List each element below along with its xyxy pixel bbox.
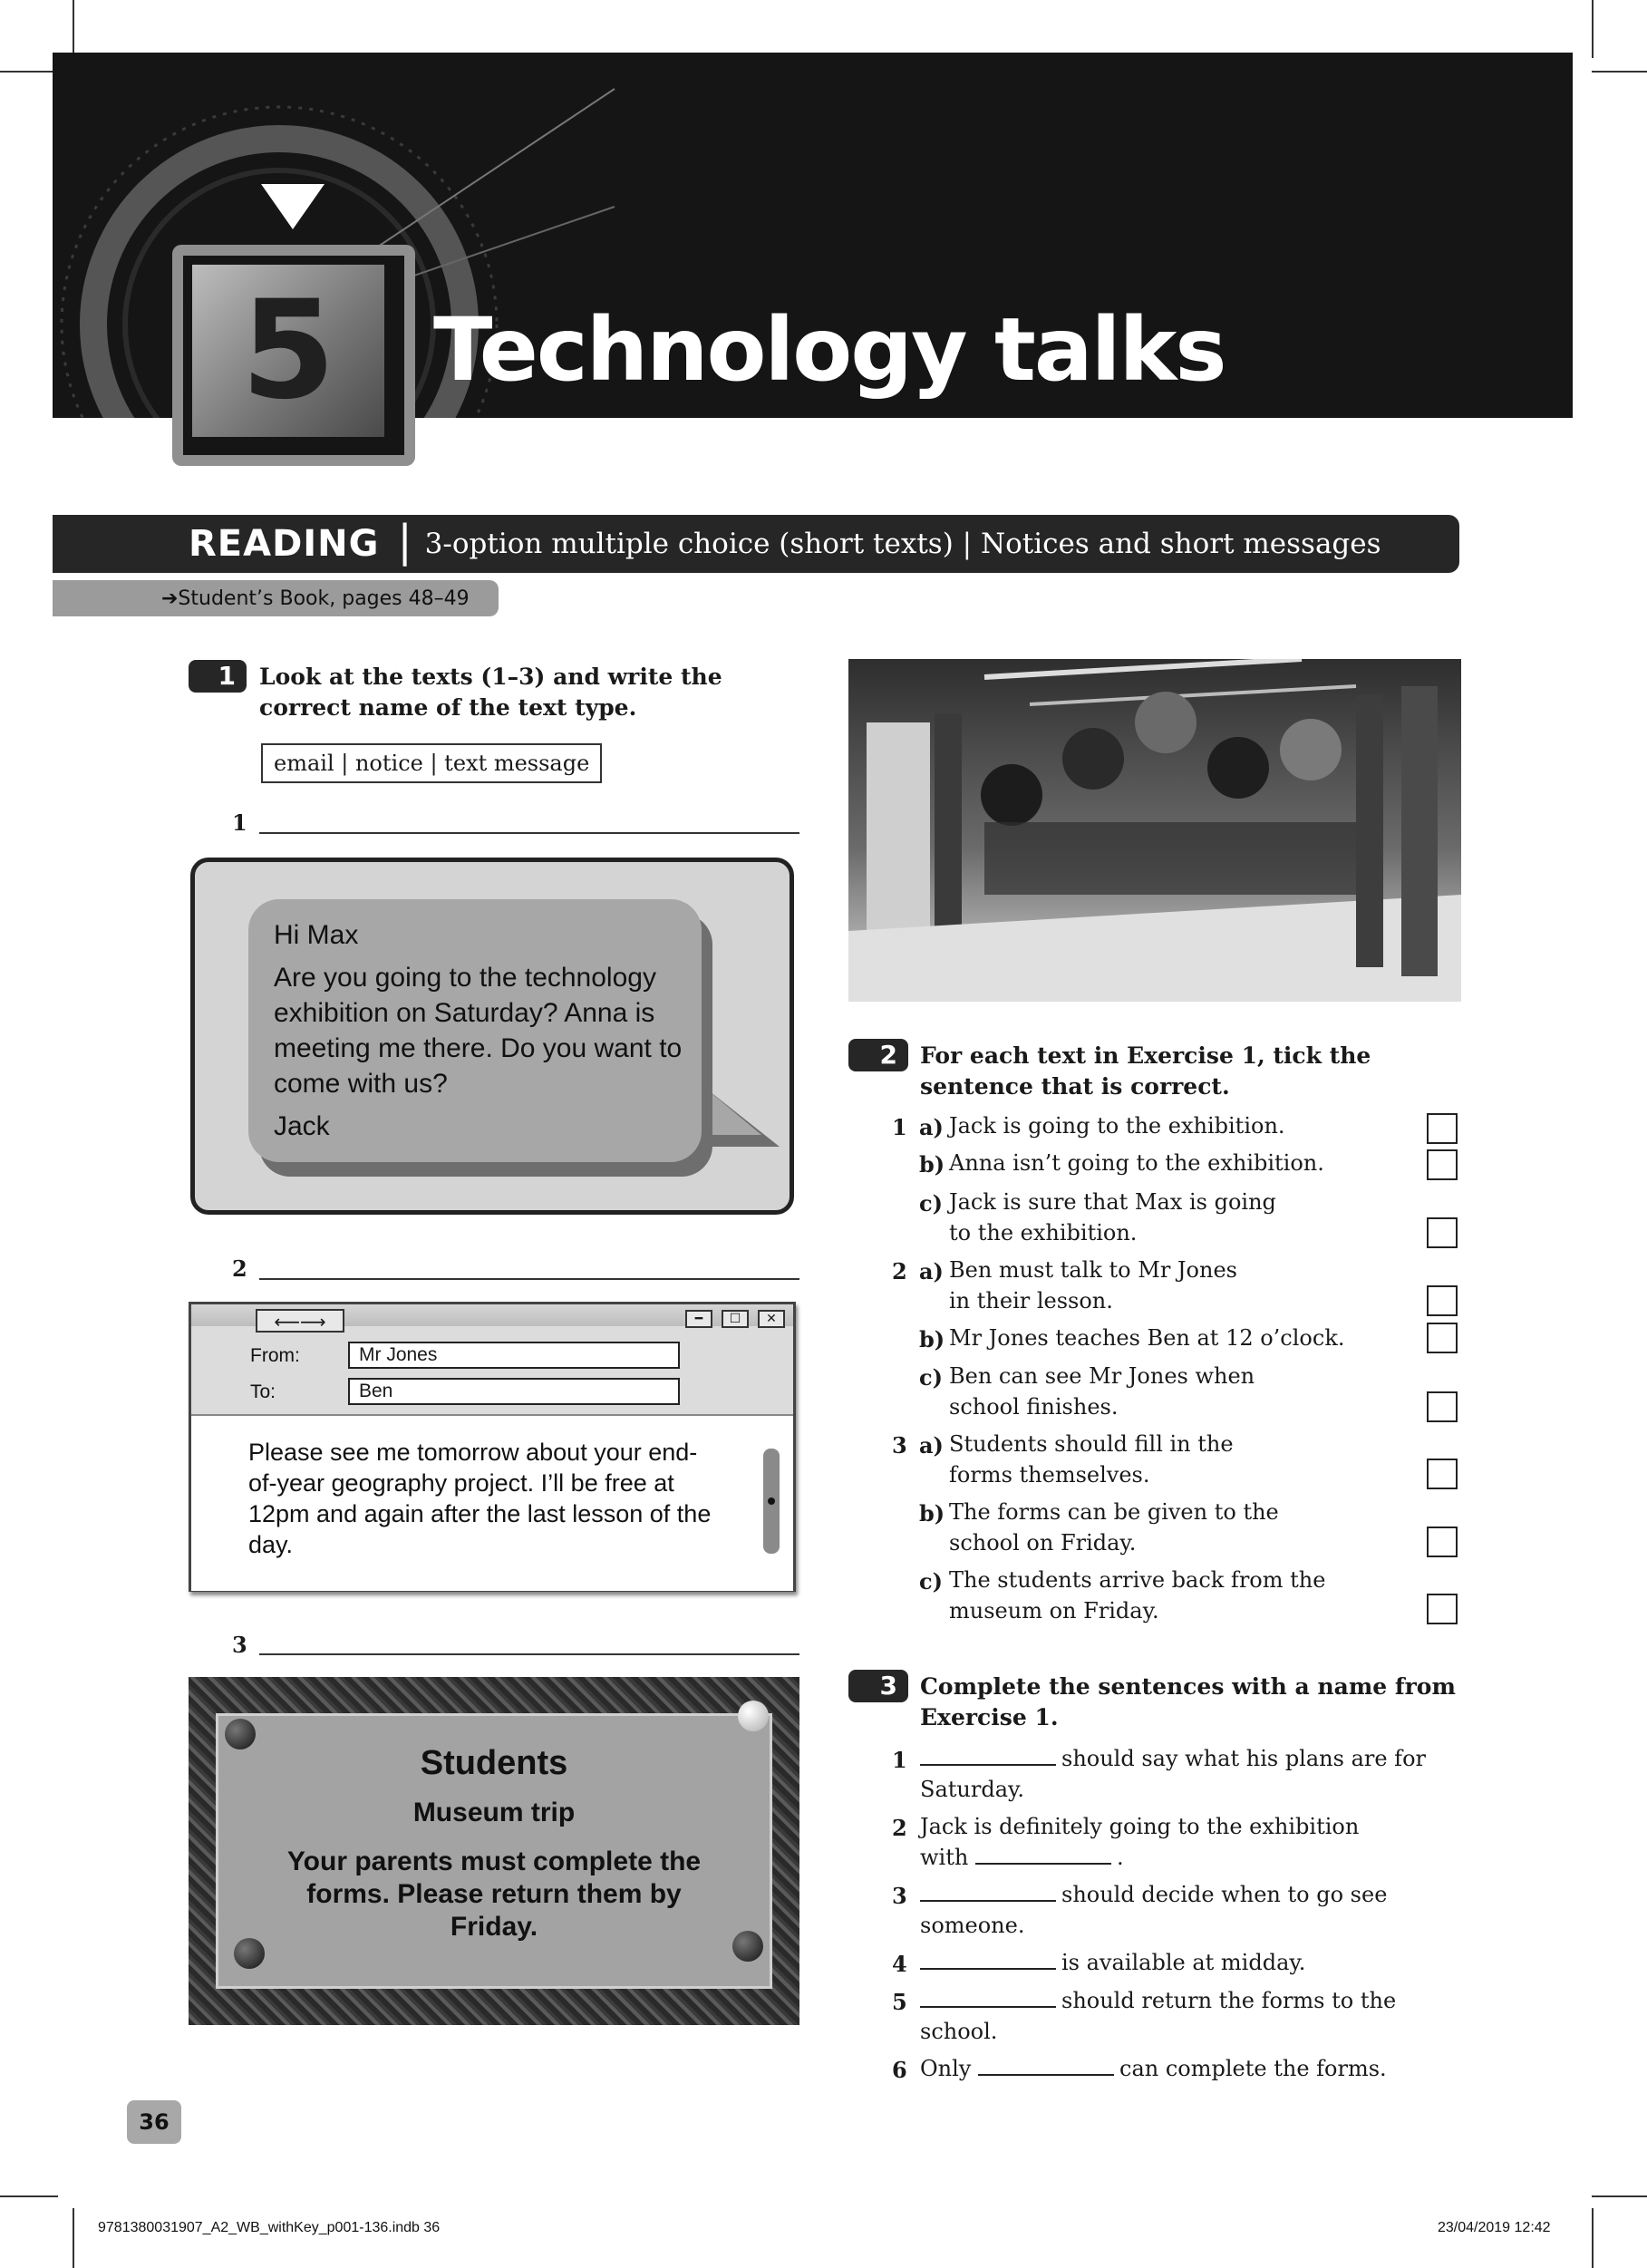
option-text: Jack is sure that Max is going to the exhibition. (949, 1189, 1276, 1245)
question-number: 1 (892, 1114, 907, 1140)
sentence-after: . (1116, 1845, 1124, 1870)
option-text: Ben must talk to Mr Jones in their lesson. (949, 1257, 1237, 1313)
students-robotics-photo (848, 659, 1461, 1002)
footer-timestamp: 23/04/2019 12:42 (1438, 2220, 1551, 2235)
text-message-greeting: Hi Max (274, 920, 359, 950)
option-letter: b) (919, 1151, 945, 1178)
pushpin-icon (732, 1931, 763, 1962)
answer-line[interactable] (259, 1653, 799, 1655)
notice-subtitle: Museum trip (412, 1798, 576, 1827)
option-letter: a) (919, 1114, 944, 1140)
exercise-instruction: For each text in Exercise 1, tick the sentence that is correct. (920, 1042, 1371, 1100)
question-number: 3 (892, 1432, 907, 1459)
option-text: Mr Jones teaches Ben at 12 o’clock. (949, 1325, 1345, 1351)
email-from-label: From: (250, 1345, 300, 1366)
email-from-field[interactable]: Mr Jones (348, 1342, 680, 1369)
section-separator: | (397, 516, 412, 567)
close-icon[interactable]: ✕ (758, 1310, 785, 1328)
option-letter: c) (919, 1364, 943, 1391)
crop-mark (1592, 0, 1594, 58)
unit-number: 5 (240, 272, 336, 430)
crop-mark (0, 71, 58, 73)
answer-blank[interactable] (978, 2056, 1114, 2076)
sentence-text (920, 1743, 1464, 1805)
section-description: 3-option multiple choice (short texts) | Notices and short messages (424, 528, 1381, 560)
option-letter: c) (919, 1568, 943, 1594)
section-bar (53, 515, 1459, 573)
exercise-number: 2 (848, 1039, 908, 1071)
option-text: Anna isn’t going to the exhibition. (949, 1150, 1324, 1176)
text-message-signature: Jack (274, 1111, 330, 1141)
crop-mark (73, 0, 74, 58)
tick-box[interactable] (1427, 1323, 1458, 1353)
footer-file-info: 9781380031907_A2_WB_withKey_p001-136.indb 36 (98, 2220, 441, 2235)
sentence-after: is available at midday. (1061, 1950, 1306, 1975)
tick-box[interactable] (1427, 1527, 1458, 1557)
answer-line[interactable] (259, 1278, 799, 1280)
pushpin-icon (234, 1938, 265, 1969)
sentence-number: 1 (892, 1747, 907, 1773)
answer-blank[interactable] (920, 1882, 1056, 1902)
tick-box[interactable] (1427, 1149, 1458, 1180)
crop-mark (0, 2195, 58, 2197)
option-text: Students should fill in the forms themselves. (949, 1431, 1234, 1488)
sentence-text (920, 1947, 1464, 1978)
answer-number: 2 (232, 1255, 247, 1282)
sentence-after: should decide when to go see someone. (920, 1882, 1388, 1938)
notice-body: Your parents must complete the forms. Please return them by Friday. (286, 1846, 702, 1942)
sentence-text (920, 1879, 1464, 1941)
sentence-after: should return the forms to the school. (920, 1988, 1397, 2044)
sentence-number: 3 (892, 1883, 907, 1909)
photo-illustration (848, 659, 1461, 1002)
exercise-number: 3 (848, 1670, 908, 1702)
option-letter: a) (919, 1258, 944, 1284)
page-number: 36 (127, 2100, 181, 2144)
tick-box[interactable] (1427, 1391, 1458, 1422)
option-text: The forms can be given to the school on Friday. (949, 1499, 1279, 1556)
sentence-number: 6 (892, 2057, 907, 2083)
option-text: Ben can see Mr Jones when school finishes. (949, 1363, 1255, 1420)
tick-box[interactable] (1427, 1217, 1458, 1248)
sentence-before: Jack is definitely going to the exhibition with (920, 1814, 1360, 1870)
option-text: The students arrive back from the museum on Friday. (949, 1567, 1326, 1623)
unit-title: Technology talks (433, 299, 1226, 401)
email-nav-arrows[interactable]: ⟵⟶ (256, 1309, 344, 1333)
option-letter: c) (919, 1190, 943, 1216)
sentence-number: 2 (892, 1815, 907, 1841)
exercise-number: 1 (189, 660, 247, 693)
sentence-number: 5 (892, 1989, 907, 2015)
maximize-icon[interactable]: ☐ (722, 1310, 749, 1328)
email-body-text: Please see me tomorrow about your end-of-year geography project. I’ll be free at 12pm and again after the last lesson of the day. (248, 1439, 712, 1558)
tick-box[interactable] (1427, 1113, 1458, 1144)
answer-number: 1 (232, 809, 247, 836)
crop-mark (1592, 2208, 1594, 2268)
word-box: email | notice | text message (261, 743, 602, 783)
option-letter: a) (919, 1432, 944, 1459)
crop-mark (1592, 71, 1647, 73)
answer-blank[interactable] (920, 1988, 1056, 2008)
minimize-icon[interactable]: ━ (685, 1310, 712, 1328)
sentence-text (920, 1985, 1464, 2047)
answer-number: 3 (232, 1632, 247, 1658)
section-label: READING (189, 523, 380, 565)
pushpin-icon (738, 1701, 769, 1731)
crop-mark (73, 2208, 74, 2268)
question-number: 2 (892, 1258, 907, 1284)
email-scrollbar-thumb[interactable] (768, 1497, 775, 1505)
students-book-reference (53, 580, 499, 616)
text-message-content (274, 917, 700, 1144)
notice-title: Students (420, 1744, 568, 1782)
email-to-label: To: (250, 1381, 276, 1402)
crop-mark (1592, 2195, 1647, 2197)
exercise-instruction: Look at the texts (1–3) and write the correct name of the text type. (259, 664, 722, 721)
tick-box[interactable] (1427, 1594, 1458, 1624)
tick-box[interactable] (1427, 1459, 1458, 1489)
answer-line[interactable] (259, 832, 799, 834)
sentence-after: should say what his plans are for Saturday. (920, 1746, 1426, 1802)
sentence-before: Only (920, 2056, 972, 2081)
answer-blank[interactable] (975, 1845, 1111, 1865)
email-to-field[interactable]: Ben (348, 1378, 680, 1405)
exercise-instruction: Complete the sentences with a name from Exercise 1. (920, 1673, 1456, 1730)
option-letter: b) (919, 1326, 945, 1352)
sentence-text (920, 2053, 1464, 2084)
option-letter: b) (919, 1500, 945, 1527)
option-text: Jack is going to the exhibition. (949, 1113, 1285, 1139)
sentence-text (920, 1811, 1391, 1873)
text-message-body: Are you going to the technology exhibition on Saturday? Anna is meeting me there. Do you want to come with us? (274, 963, 683, 1099)
answer-blank[interactable] (920, 1950, 1056, 1970)
students-book-reference-text: ➔Student’s Book, pages 48–49 (161, 586, 470, 610)
sentence-after: can complete the forms. (1119, 2056, 1387, 2081)
answer-blank[interactable] (920, 1746, 1056, 1766)
tick-box[interactable] (1427, 1285, 1458, 1316)
sentence-number: 4 (892, 1951, 907, 1977)
